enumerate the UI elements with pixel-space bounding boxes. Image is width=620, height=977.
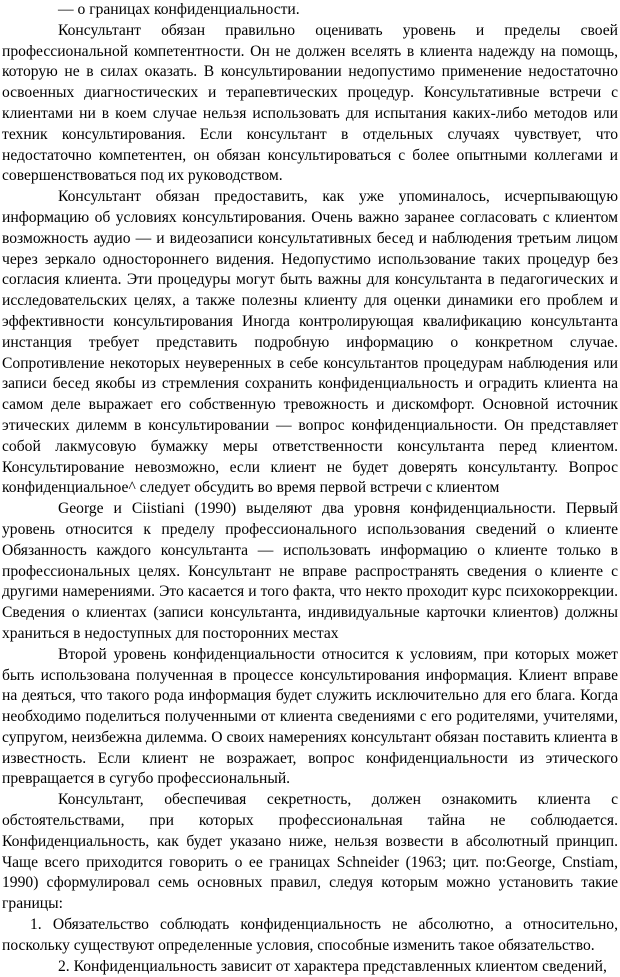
paragraph-second-level: Второй уровень конфиденциальности относится к условиям, при которых может быть использована полученная в процессе консультирования информация. Клиент вправе на деяться, что такого рода информация будет служить исключительно для его блага. Когда необходимо поделиться полученными от клиента сведениями с его родителями, учителями, супругом, неизбежна дилемма. О своих намерениях консультант обязан поставить клиента в известность. Если клиент не возражает, вопрос конфиденциальности из этического превращается в сугубо профессиональный. (2, 645, 618, 788)
paragraph-secrecy: Консультант, обеспечивая секретность, должен ознакомить клиента с обстоятельствами, при которых профессиональная тайна не соблюдается. Конфиденциальность, как будет указано ниже, нельзя возвести в абсолютный принцип. Чаще всего приходится говорить о ее границах Schneider (1963; цит. по:George, Cnstiam, 1990) сформулировал семь основных правил, следуя которым можно установить такие границы: (2, 791, 618, 913)
list-item-rule-1: 1. Обязательство соблюдать конфиденциальность не абсолютно, а относительно, поскольку существуют определенные условия, способные изменить такое обязательство. (2, 916, 618, 954)
paragraph-consultation-conditions: Консультант обязан предоставить, как уже упоминалось, исчерпывающую информацию об условиях консультирования. Очень важно заранее согласовать с клиентом возможность аудио — и видеозаписи консультативных бесед и наблюдения третьим лицом через зеркало одностороннего видения. Недопустимо использование таких процедур без согласия клиента. Эти процедуры могут быть важны для консультанта в педагогических и исследовательских целях, а также полезны клиенту для оценки динамики его проблем и эффективности консультирования Иногда контролирующая квалификацию консультанта инстанция требует представить подробную информацию о конкретном случае. Сопротивление некоторых неуверенных в себе консультантов процедурам наблюдения или записи бесед якобы из стремления сохранить конфиденциальность и оградить клиента на самом деле выражает его собственную тревожность и дискомфорт. Основной источник этических дилемм в консультировании — вопрос конфиденциальности. Он представляет собой лакмусовую бумажку меры ответственности консультанта перед клиентом. Консультирование невозможно, если клиент не будет доверять консультанту. Вопрос конфиденциальное^ следует обсудить во время первой встречи с клиентом (2, 188, 618, 497)
paragraph-first-level: George и Ciistiani (1990) выделяют два уровня конфиденциальности. Первый уровень относится к пределу профессионального использования сведений о клиенте Обязанность каждого консультанта — использовать информацию о клиенте только в профессиональных целях. Консультант не вправе распространять сведения о клиенте с другими намерениями. Это касается и того факта, что некто проходит курс психокоррекции. Сведения о клиентах (записи консультанта, индивидуальные карточки клиентов) должны храниться в недоступных для посторонних местах (2, 500, 618, 642)
paragraph-competence: Консультант обязан правильно оценивать уровень и пределы своей профессиональной компетентности. Он не должен вселять в клиента надежду на помощь, которую не в силах оказать. В консультировании недопустимо применение недостаточно освоенных диагностических и терапевтических процедур. Консультативные встречи с клиентами ни в коем случае нельзя использовать для испытания каких-либо методов или техник консультирования. Если консультант в отдельных случаях чувствует, что недостаточно компетентен, он обязан консультироваться с более опытными коллегами и совершенствоваться под их руководством. (2, 21, 618, 185)
list-item-rule-2: 2. Конфиденциальность зависит от характера представленных клиентом сведений, (58, 957, 607, 975)
paragraph-confidentiality-bounds: — о границах конфиденциальности. (58, 1, 300, 18)
